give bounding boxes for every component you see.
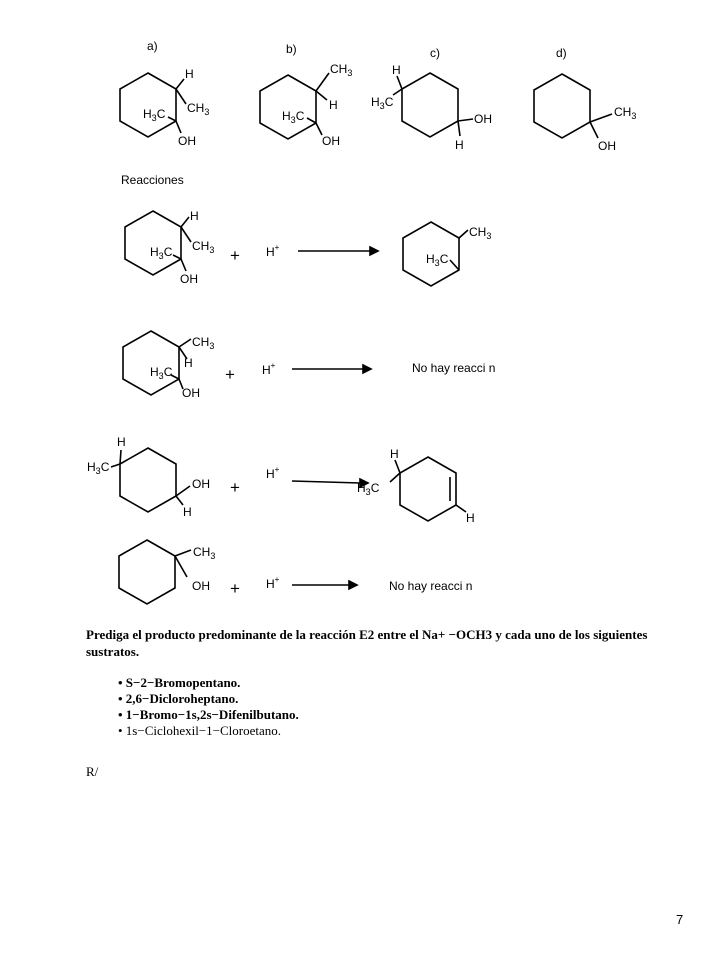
svg-text:H+: H+ — [266, 575, 280, 591]
svg-text:H3C: $H_3C$ — [143, 107, 166, 123]
list-item: • S−2−Bromopentano. — [118, 675, 241, 690]
svg-text:CH3: $CH_3$ — [330, 62, 353, 78]
list-item: • 2,6−Dicloroheptano. — [118, 691, 239, 706]
svg-text:H: H — [190, 209, 199, 223]
svg-text:+: + — [230, 246, 240, 265]
svg-text:H: H — [392, 63, 401, 77]
svg-text:H+: H+ — [266, 243, 280, 259]
svg-text:+: + — [225, 365, 235, 384]
svg-text:H: H — [390, 447, 399, 461]
svg-text:H: H — [466, 511, 475, 525]
svg-text:+: + — [230, 478, 240, 497]
structure-d — [534, 74, 636, 153]
svg-text:CH3: $CH_3$ — [193, 545, 216, 561]
no-reaction-label: No hay reacci n — [412, 361, 496, 375]
svg-text:OH: OH — [192, 477, 210, 491]
substrate-list — [118, 675, 299, 739]
page-number: 7 — [676, 912, 684, 927]
answer-label: R/ — [86, 764, 99, 779]
list-item: • 1s−Ciclohexil−1−Cloroetano. — [118, 723, 282, 738]
svg-text:H3C: $H_3C$ — [150, 245, 173, 261]
svg-text:H+: H+ — [266, 465, 280, 481]
question-text: Prediga el producto predominante de la reacción E2 entre el Na+ −OCH3 y cada uno de los siguientes sustratos. — [86, 627, 648, 659]
structure-a — [120, 67, 209, 148]
reaction-2 — [123, 331, 495, 400]
svg-text:H3C: $H_3C$ — [357, 481, 380, 497]
svg-text:H+: H+ — [262, 361, 276, 377]
svg-text:H: H — [183, 505, 192, 519]
label-d: d) — [556, 46, 567, 60]
reaction-3 — [87, 435, 475, 525]
svg-text:CH3: $CH_3$ — [187, 101, 210, 117]
svg-text:CH3: $CH_3$ — [192, 335, 215, 351]
svg-text:H3C: $H_3C$ — [87, 460, 110, 476]
svg-text:+: + — [230, 579, 240, 598]
svg-text:H3C: $H_3C$ — [426, 252, 449, 268]
reactions-title: Reacciones — [121, 173, 184, 187]
svg-text:H: H — [117, 435, 126, 449]
list-item: • 1−Bromo−1s,2s−Difenilbutano. — [118, 707, 299, 722]
svg-text:OH: OH — [180, 272, 198, 286]
svg-text:H: H — [455, 138, 464, 152]
svg-text:CH3: $CH_3$ — [469, 225, 492, 241]
svg-text:OH: OH — [598, 139, 616, 153]
structure-c — [371, 63, 492, 152]
svg-text:OH: OH — [474, 112, 492, 126]
svg-text:OH: OH — [192, 579, 210, 593]
no-reaction-label: No hay reacci n — [389, 579, 473, 593]
svg-text:CH3: $CH_3$ — [614, 105, 637, 121]
reaction-1 — [125, 209, 491, 286]
label-b: b) — [286, 42, 297, 56]
svg-text:OH: OH — [322, 134, 340, 148]
svg-text:H3C: $H_3C$ — [282, 109, 305, 125]
svg-text:CH3: $CH_3$ — [192, 239, 215, 255]
structure-b — [260, 62, 352, 148]
reaction-4 — [119, 540, 472, 604]
svg-text:H3C: $H_3C$ — [150, 365, 173, 381]
svg-text:H3C: $H_3C$ — [371, 95, 394, 111]
svg-text:H: H — [329, 98, 338, 112]
group-h: H — [185, 67, 194, 81]
label-c: c) — [430, 46, 440, 60]
svg-text:OH: OH — [182, 386, 200, 400]
label-a: a) — [147, 39, 158, 53]
group-oh: OH — [178, 134, 196, 148]
svg-text:H: H — [184, 356, 193, 370]
